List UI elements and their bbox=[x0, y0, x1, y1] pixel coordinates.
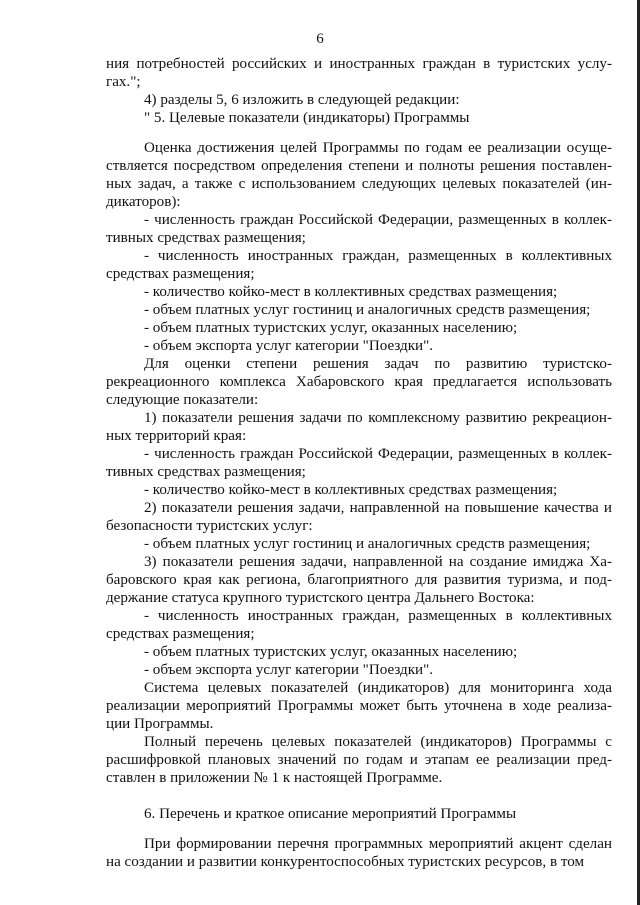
section-5-heading: " 5. Целевые показатели (индикаторы) Программы bbox=[144, 110, 470, 126]
indicator-item: - численность иностранных граждан, размещенных в коллективных средствах размещения; bbox=[106, 248, 612, 282]
paragraph-task-assessment: Для оценки степени решения задач по развитию туристско-рекреационного комплекса Хабаровского края предлагается использовать следующие показатели: bbox=[106, 356, 612, 408]
indicator-item: - объем экспорта услуг категории "Поездки". bbox=[144, 662, 434, 678]
page-number: 6 bbox=[316, 31, 324, 47]
indicator-item: - объем платных услуг гостиниц и аналогичных средств размещения; bbox=[144, 536, 591, 552]
paragraph-continuation: ния потребностей российских и иностранных граждан в туристских услу-гах."; bbox=[106, 56, 612, 90]
indicator-item: - объем экспорта услуг категории "Поездки". bbox=[144, 338, 434, 354]
task-indicators-2: 2) показатели решения задачи, направленной на повышение качества и безопасности туристских услуг: bbox=[106, 500, 612, 534]
paragraph-assessment: Оценка достижения целей Программы по годам ее реализации осуще-ствляется посредством определения степени и полноты решения поставлен-ных задач, а также с использованием следующих целевых показателей (ин-дикаторов): bbox=[106, 140, 612, 210]
indicator-item: - численность граждан Российской Федерации, размещенных в коллек-тивных средствах размещения; bbox=[106, 212, 612, 246]
task-indicators-3: 3) показатели решения задачи, направленной на создание имиджа Ха-баровского края как региона, благоприятного для развития туризма, и под-держание статуса крупного туристского центра Дальнего Востока: bbox=[106, 554, 612, 606]
indicator-item: - количество койко-мест в коллективных средствах размещения; bbox=[144, 284, 558, 300]
paragraph-full-list: Полный перечень целевых показателей (индикаторов) Программы с расшифровкой плановых значений по годам и этапам ее реализации пред-ставлен в приложении № 1 к настоящей Программе. bbox=[106, 734, 612, 786]
indicator-item: - объем платных туристских услуг, оказанных населению; bbox=[144, 644, 518, 660]
indicator-item: - численность граждан Российской Федерации, размещенных в коллек-тивных средствах размещения; bbox=[106, 446, 612, 480]
indicator-item: - численность иностранных граждан, размещенных в коллективных средствах размещения; bbox=[106, 608, 612, 642]
indicator-item: - объем платных туристских услуг, оказанных населению; bbox=[144, 320, 518, 336]
paragraph-amendment-4: 4) разделы 5, 6 изложить в следующей редакции: bbox=[144, 92, 460, 108]
paragraph-program-activities: При формировании перечня программных мероприятий акцент сделан на создании и развитии конкурентоспособных туристских ресурсов, в том bbox=[106, 836, 612, 870]
task-indicators-1: 1) показатели решения задачи по комплексному развитию рекреацион-ных территорий края: bbox=[106, 410, 612, 444]
indicator-item: - количество койко-мест в коллективных средствах размещения; bbox=[144, 482, 558, 498]
document-body bbox=[106, 55, 612, 871]
indicator-item: - объем платных услуг гостиниц и аналогичных средств размещения; bbox=[144, 302, 591, 318]
paragraph-monitoring-system: Система целевых показателей (индикаторов) для мониторинга хода реализации мероприятий Программы может быть уточнена в ходе реализа-ции Программы. bbox=[106, 680, 612, 732]
section-6-heading: 6. Перечень и краткое описание мероприятий Программы bbox=[144, 806, 517, 822]
